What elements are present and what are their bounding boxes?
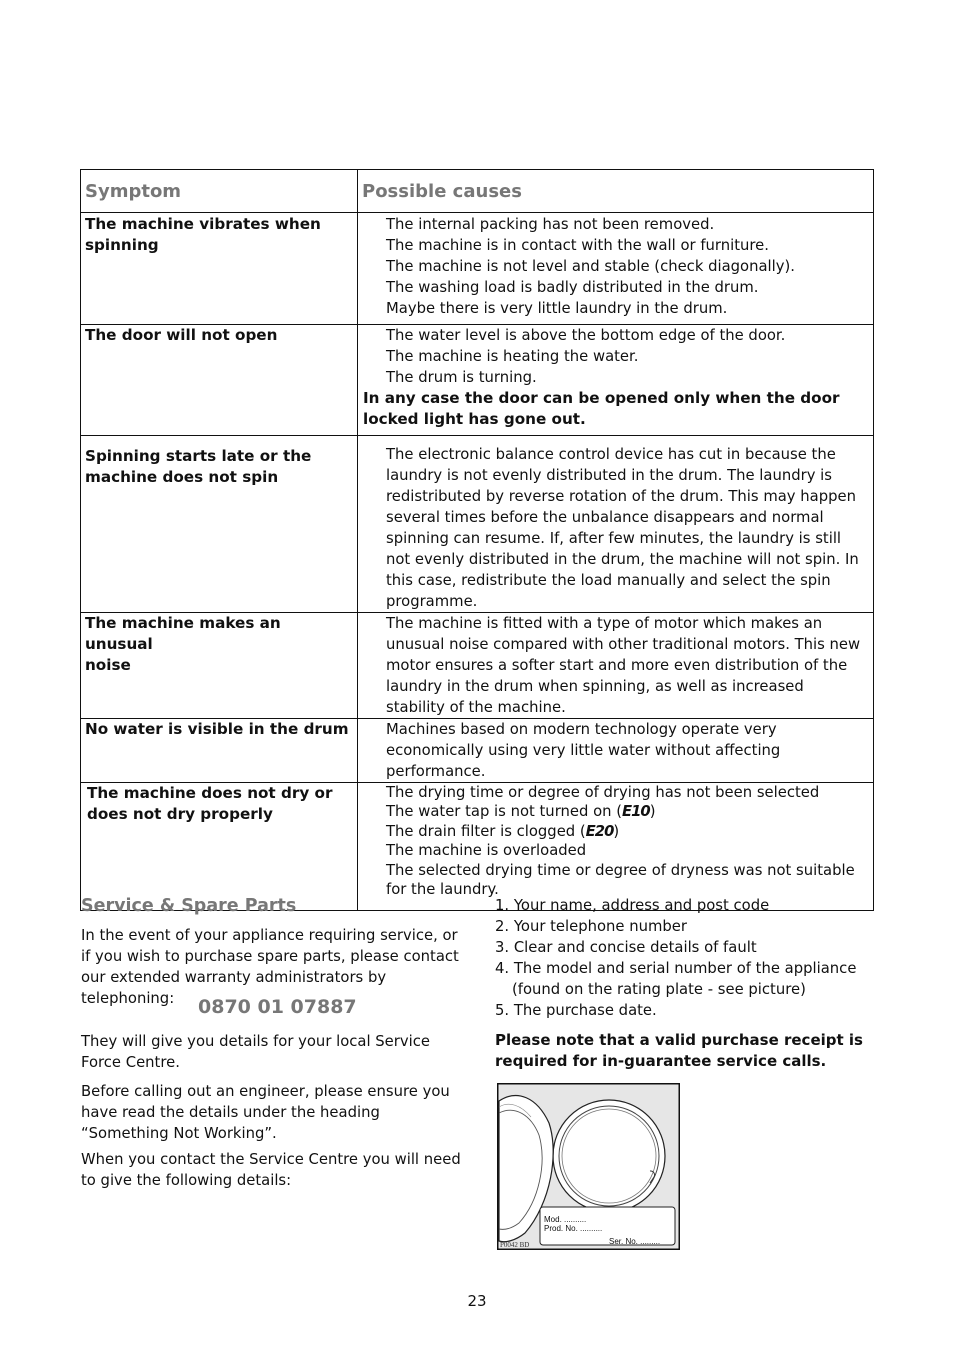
- table-header-row: [81, 170, 874, 213]
- list-item: 5. The purchase date.: [495, 1002, 657, 1019]
- local-details-text: They will give you details for your local Service Force Centre.: [81, 1033, 430, 1071]
- list-item: 2. Your telephone number: [495, 918, 687, 935]
- cause-item: The internal packing has not been removed.: [386, 216, 715, 233]
- before-calling-text: Before calling out an engineer, please ensure you have read the details under the heading “Something Not Working”.: [81, 1083, 450, 1142]
- header-symptom: Symptom: [81, 170, 358, 213]
- symptom-text: No water is visible in the drum: [85, 720, 349, 738]
- causes-cell: [358, 213, 874, 325]
- cause-item: [386, 822, 867, 841]
- plate-ser-label: Ser. No. .........: [609, 1237, 661, 1246]
- list-item: 4. The model and serial number of the appliance (found on the rating plate - see picture): [495, 960, 857, 998]
- figure-reference: P0042 BD: [500, 1241, 530, 1249]
- cause-item: The washing load is badly distributed in the drum.: [386, 279, 759, 296]
- troubleshooting-table: [80, 169, 874, 911]
- symptom-cell: [81, 719, 358, 783]
- cause-item: Maybe there is very little laundry in the drum.: [386, 300, 728, 317]
- when-contact-text: When you contact the Service Centre you will need to give the following details:: [81, 1151, 461, 1189]
- plate-mod-label: Mod. ..........: [544, 1215, 587, 1224]
- symptom-cell: [81, 213, 358, 325]
- close-paren: ): [613, 822, 620, 840]
- symptom-cell: [81, 325, 358, 436]
- causes-cell: [358, 436, 874, 613]
- cause-item: The machine is heating the water.: [386, 348, 639, 365]
- cause-paragraph: The machine is fitted with a type of motor which makes an unusual noise compared with other traditional motors. This new motor ensures a softer start and more even distribution of the laundry in the drum when spinning, as well as increased stability of the machine.: [386, 615, 861, 716]
- symptom-text: The machine vibrates when spinning: [85, 215, 321, 254]
- causes-cell: [358, 719, 874, 783]
- cause-text: The drain filter is clogged (: [386, 822, 586, 840]
- cause-item: The water level is above the bottom edge of the door.: [386, 327, 786, 344]
- causes-cell: [358, 325, 874, 436]
- cause-item: The machine is overloaded: [386, 842, 587, 860]
- symptom-text: Spinning starts late or the machine does not spin: [85, 447, 312, 486]
- symptom-text: The machine makes an unusual noise: [85, 614, 281, 674]
- table-row: [81, 213, 874, 325]
- cause-item: The selected drying time or degree of dryness was not suitable for the laundry.: [386, 861, 855, 899]
- plate-prod-label: Prod. No. ..........: [544, 1224, 603, 1233]
- cause-item: The drum is turning.: [386, 369, 537, 386]
- causes-list: [358, 214, 873, 319]
- service-intro: In the event of your appliance requiring service, or if you wish to purchase spare parts, please contact our extended warranty administrators by telephoning:: [81, 927, 459, 1007]
- cause-paragraph: The electronic balance control device has cut in because the laundry is not evenly distributed in the drum. The laundry is redistributed by reverse rotation of the drum. This may happen several times before the unbalance disappears and normal spinning can resume. If, after few minutes, the laundry is still not evenly distributed in the drum, the machine will not spin. In this case, redistribute the load manually and select the spin programme.: [386, 446, 859, 610]
- causes-cell: [358, 783, 874, 911]
- service-phone-number: 0870 01 07887: [198, 996, 357, 1018]
- door-lock-note: In any case the door can be opened only when the door locked light has gone out.: [363, 389, 840, 428]
- error-code-e20: E20: [585, 822, 614, 840]
- cause-item: [386, 802, 867, 821]
- rating-plate-illustration: [497, 1083, 680, 1250]
- list-item: 3. Clear and concise details of fault: [495, 939, 757, 956]
- table-row: [81, 613, 874, 719]
- symptom-cell: [81, 436, 358, 613]
- cause-item: The machine is not level and stable (check diagonally).: [386, 258, 796, 275]
- cause-item: The drying time or degree of drying has not been selected: [386, 784, 820, 801]
- symptom-cell: [81, 613, 358, 719]
- drum-opening: [553, 1100, 665, 1212]
- error-code-e10: E10: [622, 803, 650, 821]
- symptom-text: The door will not open: [85, 326, 278, 344]
- causes-list: [358, 783, 873, 899]
- service-section-title: Service & Spare Parts: [81, 896, 297, 916]
- cause-paragraph: Machines based on modern technology operate very economically using very little water without affecting performance.: [386, 721, 781, 780]
- symptom-cell: [81, 783, 358, 911]
- close-paren: ): [649, 803, 656, 821]
- symptom-text: The machine does not dry or does not dry properly: [87, 784, 333, 823]
- cause-text: The water tap is not turned on (: [386, 803, 622, 821]
- table-row: [81, 783, 874, 911]
- page-number: 23: [467, 1292, 487, 1310]
- causes-list: [358, 325, 873, 388]
- table-row: [81, 436, 874, 613]
- table-row: [81, 325, 874, 436]
- required-details-list: [495, 895, 880, 1021]
- cause-item: The machine is in contact with the wall or furniture.: [386, 237, 769, 254]
- header-possible-causes: Possible causes: [358, 170, 874, 213]
- list-item: 1. Your name, address and post code: [495, 897, 770, 914]
- receipt-note: Please note that a valid purchase receipt is required for in-guarantee service calls.: [495, 1031, 863, 1070]
- causes-cell: [358, 613, 874, 719]
- table-row: [81, 719, 874, 783]
